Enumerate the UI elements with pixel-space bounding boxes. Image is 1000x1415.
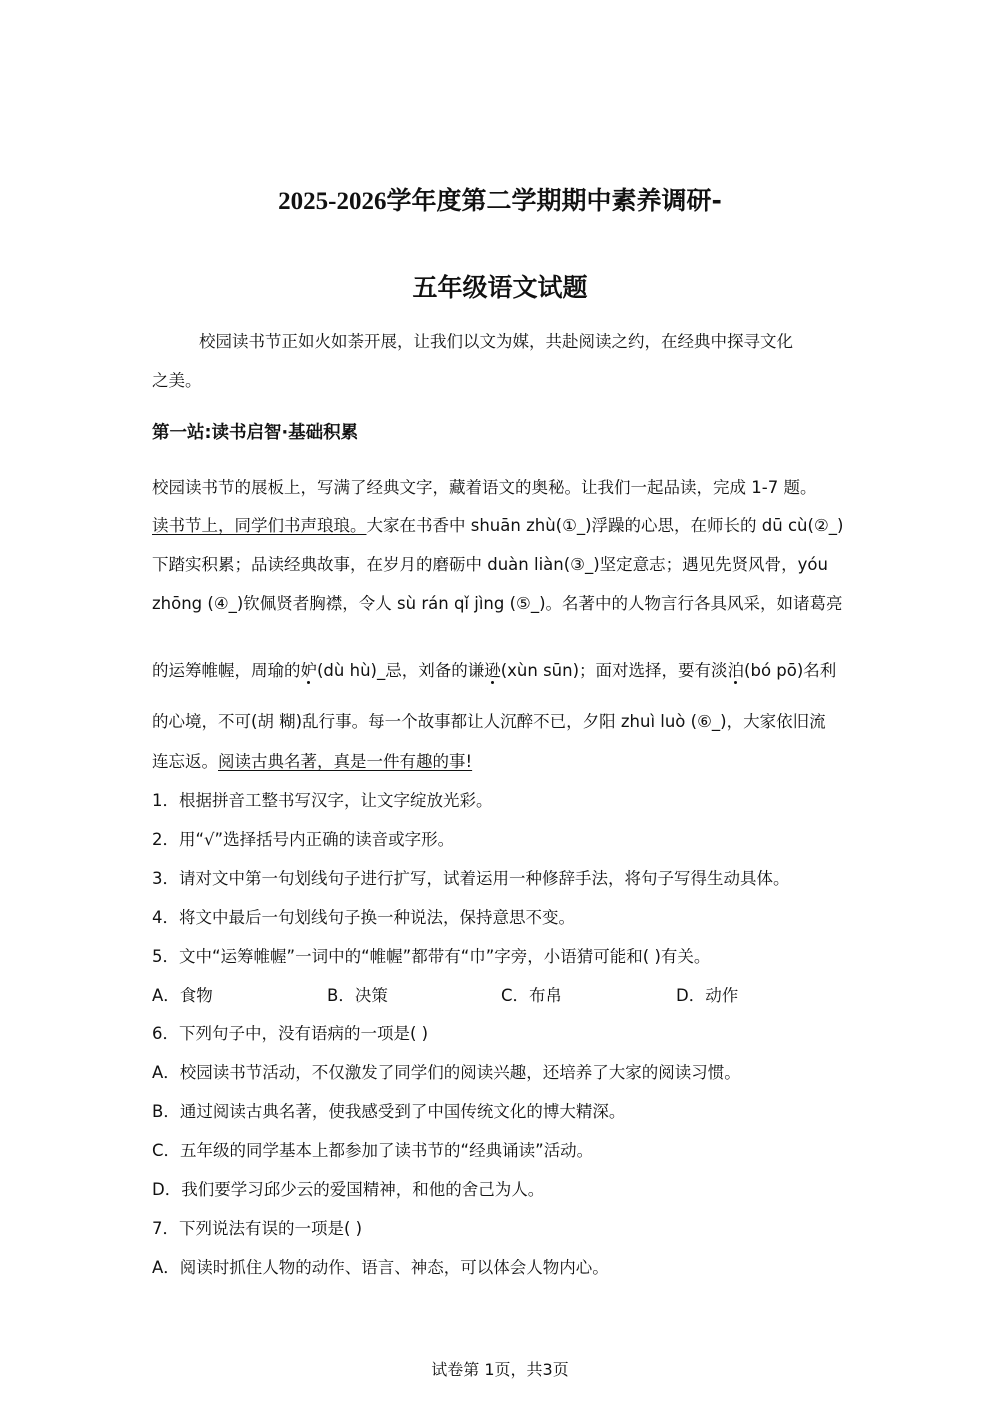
- question-3: 3．请对文中第一句划线句子进行扩写，试着运用一种修辞手法，将句子写得生动具体。: [152, 869, 790, 888]
- intro-line-2: 之美。: [152, 371, 202, 390]
- dotted-character: 逊: [484, 661, 501, 680]
- question-6: 6．下列句子中，没有语病的一项是( ): [152, 1024, 429, 1043]
- passage-line-1: [152, 515, 843, 537]
- passage-text: 连忘返。: [152, 752, 218, 771]
- exam-title-line2: 五年级语文试题: [412, 273, 588, 302]
- page-footer: 试卷第 1页，共3页: [431, 1360, 569, 1379]
- q6-option-d: D．我们要学习邱少云的爱国精神，和他的舍己为人。: [152, 1180, 545, 1199]
- dotted-character: 泊: [727, 661, 745, 680]
- passage-line-2: 下踏实积累；品读经典故事，在岁月的磨砺中 duàn liàn(③_)坚定意志；遇见先贤风骨，yóu: [152, 555, 828, 574]
- passage-line-3: zhōng (④_)钦佩贤者胸襟，令人 sù rán qǐ jìng (⑤_)。名著中的人物言行各具风采，如诸葛亮: [152, 594, 843, 613]
- q6-option-c: C．五年级的同学基本上都参加了读书节的“经典诵读”活动。: [152, 1141, 594, 1160]
- question-7: 7．下列说法有误的一项是( ): [152, 1219, 363, 1238]
- exam-title-line1: [0, 181, 1000, 217]
- school-year: 2025-2026: [278, 188, 387, 215]
- q5-option-c: C．布帛: [501, 986, 563, 1005]
- passage-line-4: [152, 660, 836, 682]
- q5-option-b: B．决策: [327, 986, 388, 1005]
- passage-text: 大家在书香中 shuān zhù(①_)浮躁的心思，在师长的 dū cù(②_): [366, 516, 844, 535]
- section-lead: 校园读书节的展板上，写满了经典文字，藏着语文的奥秘。让我们一起品读，完成 1-7 题。: [152, 478, 817, 497]
- exam-title-text: 学年度第二学期期中素养调研-: [386, 186, 722, 215]
- passage-text: (dù hù)_忌，刘备的谦: [317, 661, 485, 680]
- passage-line-6: [152, 751, 472, 773]
- intro-line-1: 校园读书节正如火如荼开展，让我们以文为媒，共赴阅读之约，在经典中探寻文化: [199, 332, 793, 351]
- q6-option-b: B．通过阅读古典名著，使我感受到了中国传统文化的博大精深。: [152, 1102, 626, 1121]
- question-2: 2．用“√”选择括号内正确的读音或字形。: [152, 830, 455, 849]
- dotted-character: 妒: [300, 661, 317, 680]
- passage-text: 的运筹帷幄，周瑜的: [152, 661, 301, 680]
- q7-option-a: A．阅读时抓住人物的动作、语言、神态，可以体会人物内心。: [152, 1258, 609, 1277]
- underlined-sentence-1: 读书节上，同学们书声琅琅。: [152, 516, 367, 535]
- underlined-sentence-2: 阅读古典名著，真是一件有趣的事!: [218, 752, 473, 771]
- section-heading: 第一站:读书启智·基础积累: [152, 423, 359, 443]
- q5-option-a: A．食物: [152, 986, 213, 1005]
- passage-line-5: 的心境，不可(胡 糊)乱行事。每一个故事都让人沉醉不已，夕阳 zhuì luò (⑥_)，大家依旧流: [152, 712, 826, 731]
- passage-text: (xùn sūn)；面对选择，要有淡: [500, 661, 728, 680]
- q5-option-d: D．动作: [676, 986, 739, 1005]
- question-1: 1．根据拼音工整书写汉字，让文字绽放光彩。: [152, 791, 493, 810]
- question-4: 4．将文中最后一句划线句子换一种说法，保持意思不变。: [152, 908, 575, 927]
- q6-option-a: A．校园读书节活动，不仅激发了同学们的阅读兴趣，还培养了大家的阅读习惯。: [152, 1063, 741, 1082]
- passage-text: (bó pō)名利: [744, 661, 837, 680]
- question-5: 5．文中“运筹帷幄”一词中的“帷幄”都带有“巾”字旁，小语猜可能和( )有关。: [152, 947, 711, 966]
